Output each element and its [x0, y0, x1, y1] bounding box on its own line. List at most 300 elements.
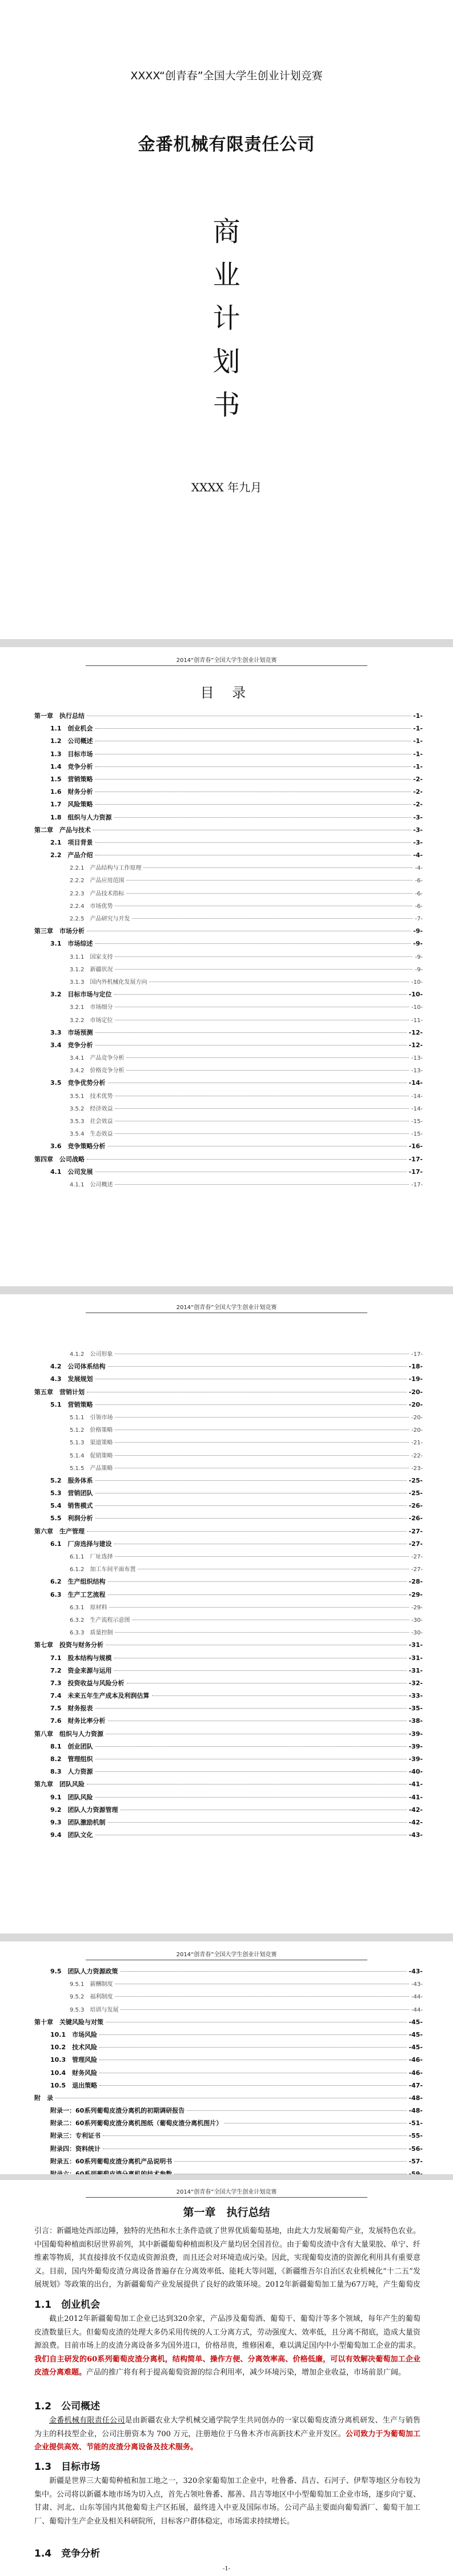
toc-entry[interactable] — [34, 2144, 423, 2157]
toc-entry-label: 6.3.1 原材料 — [70, 1604, 107, 1611]
toc-entry-label: 3.3 市场预测 — [50, 1028, 93, 1036]
toc-entry-page: -29- — [408, 1590, 423, 1598]
toc-entry[interactable] — [34, 990, 423, 1002]
section-heading: 1.4 竞争分析 — [34, 2548, 101, 2559]
toc-entry-label: 7.3 投资收益与风险分析 — [50, 1679, 125, 1687]
toc-entry-label: 9.5.2 福利制度 — [70, 1994, 113, 2001]
header-rule — [86, 2197, 367, 2198]
toc-entry[interactable] — [34, 1400, 423, 1412]
toc-entry-label: 10.4 财务风险 — [50, 2069, 98, 2077]
toc-entry-label: 8.2 管理组织 — [50, 1755, 93, 1763]
toc-entry[interactable] — [34, 939, 423, 951]
toc-entry[interactable] — [34, 1476, 423, 1488]
toc-entry[interactable] — [34, 1374, 423, 1387]
toc-entry[interactable] — [34, 1779, 423, 1792]
toc-entry-page: -39- — [408, 1730, 423, 1738]
toc-dot-leader — [115, 1417, 409, 1418]
toc-entry[interactable] — [34, 977, 423, 990]
toc-entry-label: 3.2.1 市场细分 — [70, 1004, 113, 1011]
toc-entry-label: 3.5.2 经济效益 — [70, 1105, 113, 1112]
toc-entry[interactable] — [34, 1078, 423, 1091]
toc-entry[interactable] — [34, 901, 423, 914]
toc-entry-label: 附录二：60系列葡萄皮渣分离机图纸（葡萄皮渣分离机图片） — [50, 2119, 223, 2127]
toc-entry-label: 8.1 创业团队 — [50, 1742, 93, 1750]
cover-date: XXXX 年九月 — [191, 481, 262, 494]
toc-entry[interactable] — [34, 1992, 423, 2004]
toc-entry[interactable] — [34, 1830, 423, 1843]
toc-dot-leader — [121, 2009, 409, 2010]
toc-entry[interactable] — [34, 1116, 423, 1129]
toc-entry-label: 1.2 公司概述 — [50, 737, 93, 745]
toc-entry[interactable] — [34, 762, 423, 774]
section-heading: 1.3 目标市场 — [34, 2461, 101, 2473]
toc-entry-label: 7.4 未来五年生产成本及利润估算 — [50, 1692, 150, 1700]
cover-page — [0, 0, 453, 639]
toc-entry[interactable] — [34, 1979, 423, 1992]
toc-entry-label: 5.1.5 产品策略 — [70, 1465, 113, 1472]
toc-entry[interactable] — [34, 1792, 423, 1805]
toc-entry-label: 3.1.1 国家支持 — [70, 954, 113, 960]
toc-dot-leader — [126, 1057, 409, 1058]
toc-dot-leader — [115, 1556, 409, 1557]
toc-entry-page: -4- — [415, 865, 423, 872]
toc-entry[interactable] — [34, 825, 423, 838]
toc-dot-leader — [95, 1518, 407, 1519]
toc-dot-leader — [115, 1455, 409, 1456]
toc-entry-label: 3.5 竞争优势分析 — [50, 1079, 106, 1087]
header-rule — [86, 665, 367, 666]
toc-dot-leader — [95, 766, 411, 767]
toc-dot-leader — [108, 1594, 407, 1595]
toc-dot-leader — [152, 1695, 407, 1696]
toc-entry-page: -45- — [408, 2018, 423, 2026]
toc-entry[interactable] — [34, 1488, 423, 1501]
cover-title-char: 计 — [213, 302, 240, 334]
toc-entry-page: -1- — [413, 725, 423, 733]
toc-entry-label: 第七章 投资与财务分析 — [34, 1641, 103, 1649]
toc-entry[interactable] — [34, 1805, 423, 1818]
toc-entry-label: 6.3.2 生产流程示意图 — [70, 1617, 130, 1624]
toc-entry-page: -48- — [408, 2107, 423, 2115]
toc-entry-page: -32- — [408, 1679, 423, 1687]
toc-entry-label: 3.1.3 国内外机械化发展方向 — [70, 979, 147, 986]
toc-entry[interactable] — [34, 1703, 423, 1716]
toc-entry[interactable] — [34, 2157, 423, 2169]
toc-entry-page: -9- — [415, 954, 423, 960]
toc-entry[interactable] — [34, 1104, 423, 1116]
toc-entry[interactable] — [34, 1729, 423, 1742]
toc-dot-leader — [115, 1632, 409, 1633]
toc-entry-page: -15- — [411, 1131, 423, 1138]
toc-entry[interactable] — [34, 1513, 423, 1526]
toc-entry-page: -9- — [413, 940, 423, 948]
toc-entry[interactable] — [34, 1590, 423, 1602]
toc-entry[interactable] — [34, 813, 423, 825]
toc-entry-page: -16- — [408, 1142, 423, 1150]
toc-entry-page: -43- — [408, 1968, 423, 1975]
toc-entry-label: 第九章 团队风险 — [34, 1780, 85, 1788]
toc-entry[interactable] — [34, 1742, 423, 1754]
toc-entry-page: -26- — [408, 1502, 423, 1510]
toc-entry[interactable] — [34, 1640, 423, 1653]
toc-entry-page: -2- — [413, 801, 423, 809]
toc-entry-label: 1.6 财务分析 — [50, 788, 93, 796]
page-separator — [0, 639, 453, 647]
toc-entry-label: 第八章 组织与人力资源 — [34, 1730, 103, 1738]
toc-entry-label: 9.2 团队人力资源管理 — [50, 1806, 118, 1814]
toc-entry[interactable] — [34, 1767, 423, 1779]
toc-entry-label: 6.1.1 厂址选择 — [70, 1554, 113, 1560]
toc-entry[interactable] — [34, 1501, 423, 1513]
toc-entry-label: 5.1.2 价格策略 — [70, 1427, 113, 1434]
toc-entry-page: -1- — [413, 750, 423, 758]
toc-entry[interactable] — [34, 1463, 423, 1476]
toc-entry-page: -17- — [408, 1155, 423, 1163]
toc-entry[interactable] — [34, 1349, 423, 1362]
cover-title-char: 划 — [213, 346, 240, 378]
toc-entry-label: 3.6 竞争策略分析 — [50, 1142, 106, 1150]
toc-entry-page: -1- — [413, 762, 423, 770]
toc-entry-label: 1.3 目标市场 — [50, 750, 93, 758]
cover-title-char: 业 — [213, 259, 240, 291]
toc-entry-page: -21- — [411, 1440, 423, 1447]
page-separator — [0, 1286, 453, 1294]
toc-entry-label: 7.1 股本结构与规模 — [50, 1654, 112, 1662]
toc-entry-page: -29- — [411, 1604, 423, 1611]
toc-entry[interactable] — [34, 1091, 423, 1104]
toc-entry-page: -14- — [408, 1079, 423, 1087]
toc-entry-page: -9- — [415, 966, 423, 973]
toc-entry-page: -30- — [411, 1617, 423, 1624]
toc-entry[interactable] — [34, 1180, 423, 1192]
toc-entry[interactable] — [34, 1615, 423, 1628]
toc-dot-leader — [99, 2047, 406, 2048]
toc-entry-label: 3.4.2 价格竞争分析 — [70, 1068, 125, 1075]
highlighted-text: 我们自主研发的60系列葡萄皮渣分离机，结构简单、操作方便、分离效率高、价格低廉，可以有效解决葡萄加工企业皮渣分离难题。 — [34, 2355, 420, 2377]
toc-entry-label: 5.1.4 促销策略 — [70, 1452, 113, 1459]
toc-entry-label: 5.1.1 引领市场 — [70, 1414, 113, 1421]
toc-title: 目 录 — [200, 685, 253, 701]
toc-entry[interactable] — [34, 863, 423, 875]
toc-entry[interactable] — [34, 1362, 423, 1374]
toc-entry-label: 1.5 营销策略 — [50, 775, 93, 783]
toc-entry-page: -44- — [411, 2006, 423, 2013]
toc-entry[interactable] — [34, 1653, 423, 1666]
toc-entry[interactable] — [34, 1154, 423, 1167]
toc-entry-label: 2.2.4 市场优势 — [70, 903, 113, 910]
toc-entry-label: 6.1 厂房选择与建设 — [50, 1540, 112, 1548]
toc-entry-page: -19- — [408, 1375, 423, 1383]
section-paragraph — [34, 2414, 420, 2455]
toc-dot-leader — [109, 1607, 409, 1608]
toc-entry-label: 附录一：60系列葡萄皮渣分离机的初期调研报告 — [50, 2107, 185, 2115]
highlighted-text: 公司致力于为葡萄加工企业提供高效、节能的皮渣分离设备及技术服务。 — [34, 2429, 420, 2452]
toc-entry-page: -43- — [411, 1981, 423, 1988]
toc-entry-page: -20- — [408, 1400, 423, 1408]
toc-entry[interactable] — [34, 1002, 423, 1015]
toc-entry[interactable] — [34, 787, 423, 800]
toc-entry[interactable] — [34, 1628, 423, 1640]
toc-entry-page: -7- — [415, 916, 423, 922]
toc-dot-leader — [114, 994, 407, 995]
toc-entry-page: -41- — [408, 1780, 423, 1788]
toc-entry-page: -10- — [408, 991, 423, 999]
toc-entry-page: -31- — [408, 1654, 423, 1662]
toc-entry-label: 1.8 组织与人力资源 — [50, 813, 112, 821]
toc-entry[interactable] — [34, 1967, 423, 1979]
toc-dot-leader — [95, 1797, 407, 1798]
toc-entry[interactable] — [34, 1425, 423, 1438]
toc-dot-leader — [108, 1366, 407, 1367]
toc-dot-leader — [132, 918, 412, 919]
toc-dot-leader — [115, 969, 412, 970]
toc-dot-leader — [95, 943, 411, 944]
toc-entry[interactable] — [34, 1167, 423, 1180]
toc-entry[interactable] — [34, 1028, 423, 1040]
toc-entry-page: -17- — [411, 1351, 423, 1358]
page-separator — [0, 1933, 453, 1941]
toc-dot-leader — [126, 893, 412, 894]
cover-contest-title: XXXX“创青春”全国大学生创业计划竞赛 — [130, 70, 323, 82]
toc-entry-page: -27- — [408, 1527, 423, 1535]
toc-entry-label: 9.4 团队文化 — [50, 1831, 93, 1839]
section-heading: 1.1 创业机会 — [34, 2299, 101, 2311]
toc-entry[interactable] — [34, 2055, 423, 2068]
toc-entry[interactable] — [34, 2005, 423, 2017]
toc-entry-label: 9.5 团队人力资源政策 — [50, 1968, 118, 1975]
toc-entry-page: -42- — [408, 1818, 423, 1826]
toc-entry-page: -6- — [415, 878, 423, 885]
toc-entry[interactable] — [34, 2081, 423, 2093]
toc-entry-label: 5.2 服务体系 — [50, 1476, 93, 1484]
toc-entry-label: 10.3 管理风险 — [50, 2056, 98, 2064]
toc-entry-label: 附录四：资料统计 — [50, 2145, 101, 2153]
toc-entry-label: 3.4.1 产品竞争分析 — [70, 1055, 125, 1062]
toc-entry[interactable] — [34, 1412, 423, 1425]
toc-entry[interactable] — [34, 850, 423, 863]
toc-dot-leader — [103, 2135, 407, 2136]
toc-entry[interactable] — [34, 1564, 423, 1577]
toc-dot-leader — [95, 1771, 407, 1772]
toc-entry[interactable] — [34, 2068, 423, 2081]
toc-entry-label: 1.4 竞争分析 — [50, 762, 93, 770]
toc-entry-page: -1- — [413, 712, 423, 720]
toc-entry-page: -57- — [408, 2157, 423, 2165]
toc-entry[interactable] — [34, 2118, 423, 2131]
toc-dot-leader — [87, 1531, 407, 1532]
toc-dot-leader — [95, 1480, 407, 1481]
toc-entry[interactable] — [34, 800, 423, 812]
toc-entry-page: -45- — [408, 2044, 423, 2052]
toc-entry[interactable] — [34, 2017, 423, 2030]
toc-entry-label: 3.5.1 技术优势 — [70, 1093, 113, 1100]
toc-entry-label: 1.7 风险策略 — [50, 801, 93, 809]
running-header-text: 2014“创青春”全国大学生创业计划竞赛 — [176, 1305, 277, 1311]
toc-entry-page: -44- — [411, 1994, 423, 2001]
toc-entry[interactable] — [34, 1818, 423, 1830]
page-separator — [0, 2174, 453, 2180]
toc-entry-page: -25- — [408, 1476, 423, 1484]
toc-entry-label: 第五章 营销计划 — [34, 1388, 85, 1396]
toc-entry-label: 4.3 发展规划 — [50, 1375, 93, 1383]
toc-list — [34, 711, 423, 1192]
running-header — [0, 2187, 453, 2195]
toc-dot-leader — [126, 1070, 409, 1071]
toc-entry-page: -26- — [408, 1515, 423, 1523]
toc-dot-leader — [95, 1404, 407, 1405]
toc-entry[interactable] — [34, 1527, 423, 1539]
toc-entry-page: -31- — [408, 1666, 423, 1674]
toc-entry[interactable] — [34, 1015, 423, 1028]
running-header-text: 2014“创青春”全国大学生创业计划竞赛 — [176, 1952, 277, 1958]
toc-entry-page: -20- — [411, 1427, 423, 1434]
toc-entry[interactable] — [34, 749, 423, 762]
toc-entry-page: -28- — [408, 1578, 423, 1586]
toc-entry-page: -25- — [408, 1489, 423, 1497]
toc-dot-leader — [115, 1184, 409, 1185]
running-header — [0, 1949, 453, 1958]
toc-entry[interactable] — [34, 838, 423, 850]
toc-entry-page: -38- — [408, 1717, 423, 1725]
toc-entry-label: 5.1.3 渠道策略 — [70, 1440, 113, 1447]
toc-entry-label: 附 录 — [34, 2094, 53, 2102]
toc-entry[interactable] — [34, 1141, 423, 1154]
toc-entry-page: -15- — [411, 1119, 423, 1125]
toc-entry-page: -23- — [411, 1465, 423, 1472]
toc-entry[interactable] — [34, 1539, 423, 1552]
toc-entry[interactable] — [34, 2106, 423, 2118]
toc-entry[interactable] — [34, 926, 423, 939]
toc-entry-page: -3- — [413, 826, 423, 834]
toc-entry-page: -10- — [411, 979, 423, 986]
toc-entry-page: -20- — [408, 1388, 423, 1396]
toc-entry[interactable] — [34, 1438, 423, 1450]
toc-entry[interactable] — [34, 964, 423, 977]
toc-entry-page: -27- — [411, 1554, 423, 1560]
cover-document-title — [0, 210, 453, 427]
toc-entry[interactable] — [34, 2042, 423, 2055]
toc-entry-page: -47- — [408, 2081, 423, 2089]
toc-entry[interactable] — [34, 1451, 423, 1463]
toc-dot-leader — [95, 842, 411, 843]
toc-entry[interactable] — [34, 914, 423, 926]
toc-entry[interactable] — [34, 1040, 423, 1053]
toc-dot-leader — [114, 817, 411, 818]
toc-entry[interactable] — [34, 1666, 423, 1678]
toc-entry-label: 附录五：60系列葡萄皮渣分离机产品说明书 — [50, 2157, 173, 2165]
toc-entry[interactable] — [34, 2030, 423, 2042]
toc-entry[interactable] — [34, 1129, 423, 1141]
toc-entry-label: 1.1 创业机会 — [50, 725, 93, 733]
section-text: 截止2012年新疆葡萄加工企业已达到320余家，产品涉及葡萄酒、葡萄干、葡萄汁等多个领域，每年产生的葡萄皮渣数量巨大。但葡萄皮渣的处理大多仍采用传统的人工分离方式，劳动强度大、效率低，且分离不彻底，造成大量资源浪费。目前市场上的皮渣分离设备多为国外进口，价格昂贵，维修困难，难以满足国内中小型葡萄加工企业的需求。 — [34, 2315, 420, 2350]
toc-entry-page: -42- — [408, 1806, 423, 1814]
cover-title-char: 书 — [213, 389, 240, 421]
toc-entry[interactable] — [34, 1065, 423, 1078]
toc-dot-leader — [95, 1746, 407, 1747]
toc-dot-leader — [95, 1708, 407, 1709]
toc-entry-label: 6.3.3 质量控制 — [70, 1630, 113, 1637]
toc-entry[interactable] — [34, 1678, 423, 1691]
toc-entry-label: 4.2 公司体系结构 — [50, 1363, 106, 1371]
toc-entry-label: 第四章 公司战略 — [34, 1155, 85, 1163]
toc-entry-page: -13- — [411, 1055, 423, 1062]
toc-entry-label: 4.1.1 公司概述 — [70, 1181, 113, 1188]
toc-entry-page: -3- — [413, 838, 423, 846]
toc-entry[interactable] — [34, 736, 423, 749]
toc-entry-page: -3- — [413, 813, 423, 821]
toc-entry-label: 5.4 销售模式 — [50, 1502, 93, 1510]
toc-entry-label: 4.1.2 公司形象 — [70, 1351, 113, 1358]
toc-entry-label: 6.2 生产组织结构 — [50, 1578, 106, 1586]
toc-dot-leader — [115, 1996, 409, 1997]
toc-entry-page: -12- — [408, 1028, 423, 1036]
toc-entry-page: -11- — [411, 1017, 423, 1024]
toc-entry[interactable] — [34, 1716, 423, 1729]
toc-entry-page: -56- — [408, 2145, 423, 2153]
toc-entry[interactable] — [34, 711, 423, 724]
toc-entry-label: 6.3 生产工艺流程 — [50, 1590, 106, 1598]
toc-entry-page: -1- — [413, 737, 423, 745]
toc-entry-page: -6- — [415, 890, 423, 897]
toc-entry-page: -2- — [413, 788, 423, 796]
section-text: 产品的推广将有利于提高葡萄资源的综合利用率，减少环境污染，增加企业收益，市场前景广阔。 — [86, 2368, 406, 2377]
toc-entry[interactable] — [34, 952, 423, 964]
toc-entry[interactable] — [34, 889, 423, 901]
toc-dot-leader — [121, 1971, 407, 1972]
toc-entry-page: -46- — [408, 2056, 423, 2064]
toc-entry-label: 10.1 市场风险 — [50, 2030, 98, 2038]
toc-entry[interactable] — [34, 2131, 423, 2143]
toc-entry-page: -40- — [408, 1768, 423, 1776]
toc-entry-label: 3.2 目标市场与定位 — [50, 991, 112, 999]
toc-entry-label: 9.5.1 薪酬制度 — [70, 1981, 113, 1988]
toc-entry[interactable] — [34, 1387, 423, 1400]
toc-entry-label: 5.5 利润分析 — [50, 1515, 93, 1523]
toc-entry[interactable] — [34, 1691, 423, 1703]
toc-entry[interactable] — [34, 724, 423, 736]
toc-entry-page: -43- — [408, 1831, 423, 1839]
toc-dot-leader — [187, 2110, 406, 2111]
toc-entry[interactable] — [34, 1602, 423, 1615]
toc-entry-label: 3.1.2 新疆状况 — [70, 966, 113, 973]
toc-dot-leader — [99, 2034, 406, 2035]
toc-entry-label: 4.1 公司发展 — [50, 1168, 93, 1176]
toc-entry-page: -4- — [413, 851, 423, 859]
toc-entry-label: 10.2 技术风险 — [50, 2044, 98, 2052]
toc-entry-page: -55- — [408, 2132, 423, 2140]
intro-paragraph: 引言：新疆地处西部边陲，独特的光热和水土条件造就了世界优质葡萄基地，由此大力发展葡萄产业，发展特色农业。中国葡萄种植面积居世界前列，其中新疆葡萄种植面积及产量均居全国首位。由于葡萄皮渣中含有大量果胶、单宁、纤维素等物质，其直接排放不仅造成资源浪费，而且还会对环境造成污染。因此，实现葡萄皮渣的资源化利用具有重要意义。目前，国内外葡萄皮渣分离设备普遍存在分离效率低、能耗大等问题，《新疆维吾尔自治区农业机械化“十二五”发展规划》等政策的出台，为新疆葡萄产业发展提供了良好的政策环境。2012年新疆葡萄加工量为67万吨，产生葡萄皮 — [34, 2227, 420, 2289]
toc-entry-page: -27- — [411, 1566, 423, 1573]
toc-entry[interactable] — [34, 1552, 423, 1564]
toc-entry[interactable] — [34, 1053, 423, 1065]
toc-entry[interactable] — [34, 774, 423, 787]
toc-entry-label: 7.6 财务比率分析 — [50, 1717, 106, 1725]
toc-entry[interactable] — [34, 875, 423, 888]
toc-entry[interactable] — [34, 1754, 423, 1767]
toc-entry-label: 第二章 产品与技术 — [34, 826, 91, 834]
toc-entry-label: 9.1 团队风险 — [50, 1793, 93, 1801]
toc-entry-page: -30- — [411, 1630, 423, 1637]
company-name-link: 金番机械有限责任公司 — [49, 2416, 125, 2425]
toc-entry[interactable] — [34, 1577, 423, 1589]
running-header — [0, 655, 453, 664]
toc-entry-page: -51- — [408, 2119, 423, 2127]
toc-entry-label: 附录三：专利证书 — [50, 2132, 101, 2140]
toc-entry[interactable] — [34, 2093, 423, 2106]
toc-entry-page: -45- — [408, 2030, 423, 2038]
toc-entry-label: 5.3 营销团队 — [50, 1489, 93, 1497]
cover-company-name: 金番机械有限责任公司 — [138, 135, 315, 155]
